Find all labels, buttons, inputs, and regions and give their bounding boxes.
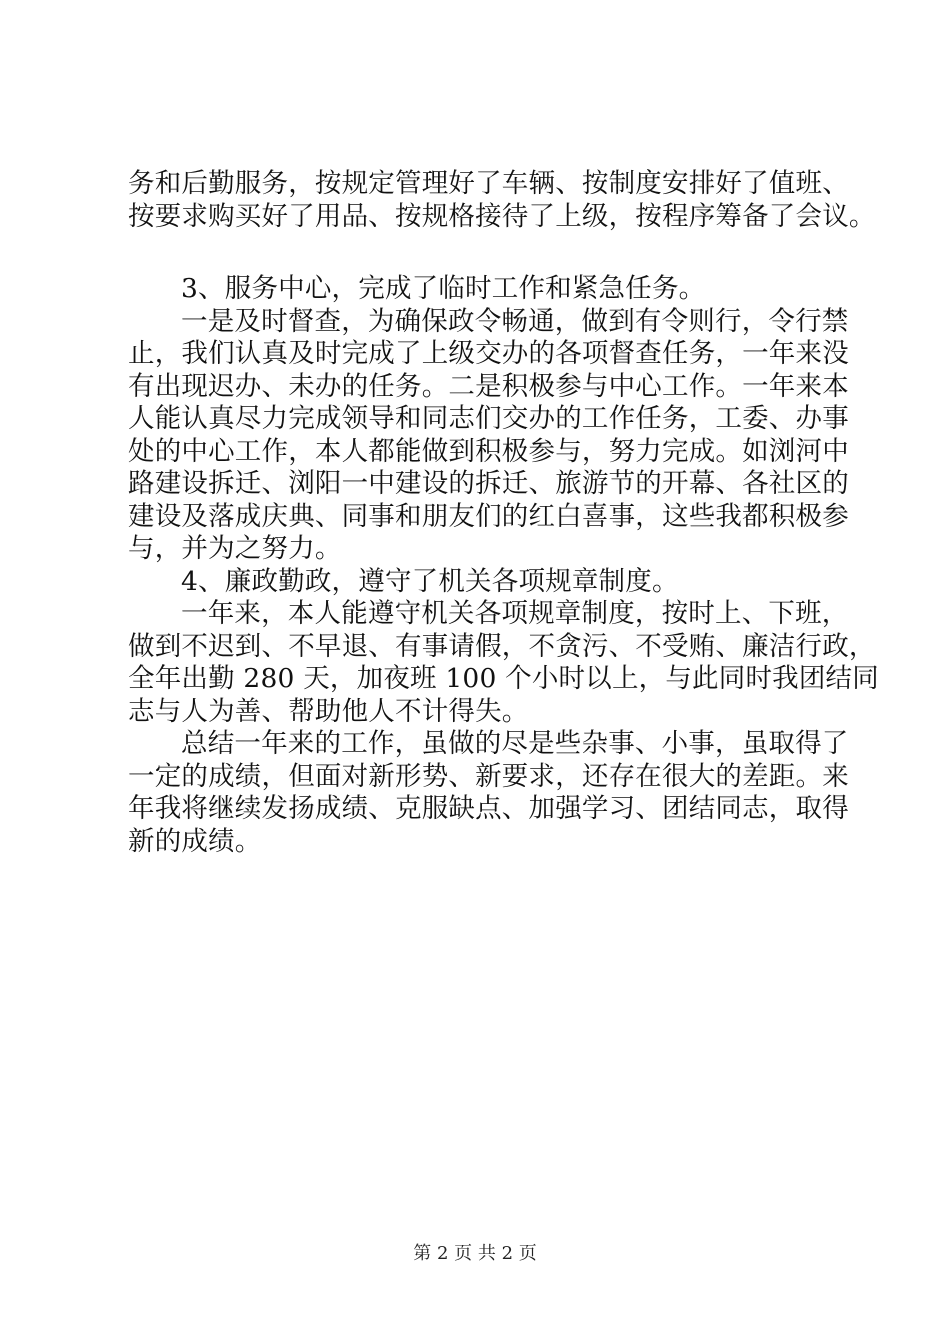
text-line: 志与人为善、帮助他人不计得失。 (128, 695, 529, 727)
page-footer (0, 1243, 950, 1265)
text-line: 总结一年来的工作，虽做的尽是些杂事、小事，虽取得了 (181, 728, 849, 759)
text-line: 一是及时督查，为确保政令畅通，做到有令则行，令行禁 (181, 305, 849, 337)
text-line: 做到不迟到、不早退、有事请假，不贪污、不受贿、廉洁行政， (128, 630, 876, 662)
document-body (128, 168, 879, 858)
text-line: 按要求购买好了用品、按规格接待了上级，按程序筹备了会议。 (128, 200, 876, 232)
text-line: 全年出勤 280 天，加夜班 100 个小时以上，与此同时我团结同 (128, 663, 879, 694)
text-line: 处的中心工作，本人都能做到积极参与，努力完成。如浏河中 (128, 435, 849, 467)
summary-paragraph (128, 728, 848, 858)
text-line: 止，我们认真及时完成了上级交办的各项督查任务，一年来没 (128, 338, 849, 369)
section-4 (128, 565, 879, 729)
section-3 (128, 273, 848, 566)
section-3-heading: 3、服务中心，完成了临时工作和紧急任务。 (181, 273, 706, 304)
text-line: 路建设拆迁、浏阳一中建设的拆迁、旅游节的开幕、各社区的 (128, 468, 849, 499)
text-line: 年我将继续发扬成绩、克服缺点、加强学习、团结同志，取得 (128, 793, 849, 824)
page-number-label: 第 2 页 共 2 页 (413, 1243, 537, 1264)
text-line: 务和后勤服务，按规定管理好了车辆、按制度安排好了值班、 (128, 168, 849, 199)
text-line: 人能认真尽力完成领导和同志们交办的工作任务，工委、办事 (128, 403, 849, 434)
continuation-paragraph (128, 168, 876, 233)
text-line: 一定的成绩，但面对新形势、新要求，还存在很大的差距。来 (128, 760, 849, 792)
text-line: 有出现迟办、未办的任务。二是积极参与中心工作。一年来本 (128, 370, 849, 402)
text-line: 新的成绩。 (128, 825, 262, 857)
text-line: 建设及落成庆典、同事和朋友们的红白喜事，这些我都积极参 (128, 500, 849, 532)
text-line: 与，并为之努力。 (128, 533, 342, 564)
section-4-heading: 4、廉政勤政，遵守了机关各项规章制度。 (181, 565, 679, 597)
paragraph-gap (128, 233, 848, 273)
text-line: 一年来，本人能遵守机关各项规章制度，按时上、下班， (181, 598, 849, 629)
